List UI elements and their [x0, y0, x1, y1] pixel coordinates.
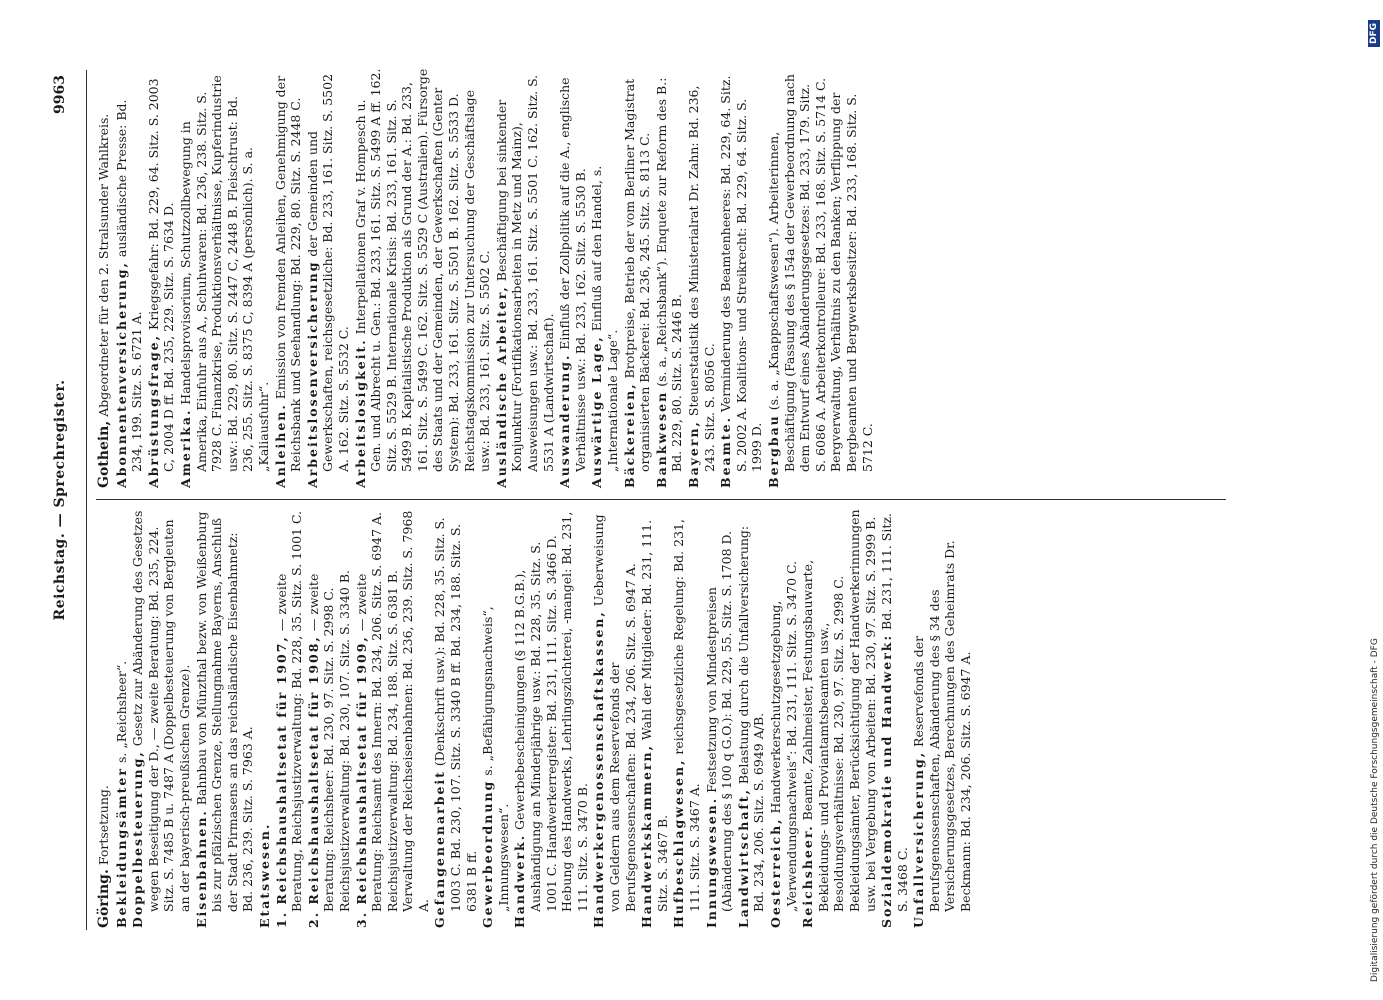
entry-text: — zweite Beratung: Reichsheer: Bd. 230, 97. Sitz. S. 2998 C. Reichsjustizverwaltung: Bd. 230, 107. Sitz. S. 3340 B.	[305, 570, 352, 912]
entry-term: Auswärtige Lage,	[589, 335, 605, 488]
entry-term: Etatswesen.	[256, 822, 272, 928]
entry-text: Emission von fremden Anleihen, Genehmigung der Reichsbank und Seehandlung: Bd. 229, 80. Sitz. S. 2448 C.	[272, 75, 304, 472]
entry-term: Handwerkskammern,	[639, 744, 655, 928]
entry-term: Gewerbeordnung	[480, 779, 496, 928]
right-entries	[114, 68, 876, 488]
register-entry	[704, 508, 735, 928]
entry-term: Bäckereien,	[621, 382, 637, 488]
entry-text: Bahnbau von Münzthal bezw. von Weißenburg bis zur pfälzischen Grenze, Stellungnahme Bayerns, Anschluß der Stadt Pirmasens an das reichsländische Eisenbahnnetz: Bd. 236, 239. Sitz. S. 7963 A.	[193, 511, 256, 912]
digitization-credit	[1370, 12, 1380, 982]
entry-term: 3. Reichshaushaltsetat für 1909,	[353, 635, 369, 928]
register-entry	[671, 508, 702, 928]
register-entry	[178, 68, 272, 488]
entry-term: Beamte.	[718, 416, 734, 488]
credit-text: Digitalisierung gefördert durch die Deutsche Forschungsgemeinschaft - DFG	[1370, 638, 1380, 982]
entry-text: Kriegsgefahr: Bd. 229, 64. Sitz. S. 2003 C, 2004 D ff. Bd. 235, 229. Sitz. S. 7634 D.	[145, 78, 177, 472]
page-number: 9963	[52, 75, 68, 114]
speaker-name: Göring.	[96, 869, 112, 928]
register-entry	[353, 68, 493, 488]
page-title: Reichstag. — Sprechregister.	[52, 379, 68, 621]
entry-term: Abonnentenversicherung,	[113, 261, 129, 488]
entry-term: Doppelbesteuerung,	[130, 750, 146, 928]
entry-term: Bekleidungsämter	[113, 767, 129, 928]
entry-text: (s. a. „Reichsbank“). Enquete zur Reform des B.: Bd. 229, 80. Sitz. S. 2446 B.	[653, 77, 685, 472]
register-entry	[432, 508, 479, 928]
entry-text: Gesetz zur Abänderung des Gesetzes wegen Beseitigung der D., — zweite Beratung: Bd. 235, 224. Sitz. S. 7485 B u. 7487 A (Doppelbesteuerung von Bergleuten an der bayerisch-preußischen Grenze).	[130, 510, 192, 912]
entry-term: Bergbau	[765, 414, 781, 488]
register-entry	[114, 508, 130, 928]
register-entry	[557, 68, 588, 488]
entry-term: Arbeitslosenversicherung	[304, 260, 320, 488]
right-column	[96, 68, 876, 488]
entry-term: Handwerkergenossenschaftskassen,	[591, 610, 607, 928]
speaker-heading	[96, 508, 113, 928]
entry-text: s. „Reichsheer“.	[113, 660, 129, 764]
entry-text: Festsetzung von Mindestpreisen (Abänderung des § 100 q G.O.): Bd. 229, 55. Sitz. S. 1708 D.	[703, 530, 735, 912]
entry-term: Eisenbahnen.	[193, 809, 209, 928]
speaker-heading	[96, 68, 113, 488]
entry-term: Abrüstungsfrage,	[145, 334, 161, 488]
register-entry	[589, 68, 620, 488]
register-entry	[800, 508, 878, 928]
register-entry	[736, 508, 767, 928]
register-entry	[768, 508, 799, 928]
entry-term: Ausländische Arbeiter,	[493, 285, 509, 488]
register-entry	[639, 508, 670, 928]
entry-term: Arbeitslosigkeit.	[352, 338, 368, 488]
entry-text: Reservefonds der Berufsgenossenschaften, Abänderung des § 34 des Versicherungsgesetzes, Berechnungen des Geheimrats Dr. Beckmann: Bd. 234, 206. Sitz. S. 6947 A.	[911, 540, 974, 912]
page-header	[52, 0, 78, 1000]
entry-text: (Denkschrift usw.): Bd. 228, 35. Sitz. S. 1003 C. Bd. 230, 107. Sitz. S. 3340 B ff. Bd. 234, 188. Sitz. S. 6381 B ff.	[432, 517, 479, 912]
register-entry	[686, 68, 717, 488]
entry-text: Interpellationen Graf v. Hompesch u. Gen. und Albrecht u. Gen.: Bd. 233, 161. Sitz. S. 5499 A ff. 162. Sitz. S. 5529 B. Internationale Krisis: Bd. 233, 161. Sitz. S. 5499 B. Kapitalistische Produktion als Grund der A.: Bd. 233, 161. Sitz. S. 5499 C. 162. Sitz. S. 5529 C (Australien). Fürsorge des Staats und der Gemeinden, der Gewerkschaften (Genter System): Bd. 233, 161. Sitz. S. 5501 B. 162. Sitz. S. 5533 D. Reichstagskommission zur Untersuchung der Geschäftslage usw.: Bd. 233, 161. Sitz. S. 5502 C.	[352, 68, 493, 472]
register-entry	[305, 68, 352, 488]
entry-term: Amerika.	[177, 408, 193, 488]
entry-term: 1. Reichshaushaltsetat für 1907,	[273, 635, 289, 928]
entry-text: Ueberweisung von Geldern aus dem Reservefonds der Berufsgenossenschaften: Bd. 234, 206. Sitz. S. 6947 A.	[591, 514, 638, 912]
entry-term: Gefangenenarbeit	[432, 770, 448, 928]
entry-term: Hufbeschlagwesen,	[671, 758, 687, 928]
entry-term: Innungswesen.	[703, 796, 719, 928]
register-entry	[654, 68, 685, 488]
entry-term: Oesterreich,	[767, 817, 783, 928]
entry-text: Einfluß auf den Handel, s. „Internationale Lage“.	[589, 165, 620, 472]
entry-text: der Gemeinden und Gewerkschaften, reichsgesetzliche: Bd. 233, 161. Sitz. S. 5502 A. 162. Sitz. S. 5532 C.	[304, 73, 351, 472]
register-entry	[480, 508, 511, 928]
entry-text: — zweite Beratung, Reichsjustizverwaltung: Bd. 228, 35. Sitz. S. 1001 C.	[273, 510, 305, 912]
register-entry	[718, 68, 765, 488]
register-entry	[879, 508, 910, 928]
entry-text: Handwerkerschutzgesetzgebung, „Verwendungsnachweis“: Bd. 231, 111. Sitz. S. 3470 C.	[767, 560, 799, 912]
entry-text: Belastung durch die Unfallversicherung: Bd. 234, 206. Sitz. S. 6949 A/B.	[735, 525, 767, 912]
entry-term: Handwerk.	[512, 833, 528, 928]
dfg-logo: DFG	[1368, 20, 1380, 47]
entry-text: Steuerstatistik des Ministerialrat Dr. Zahn: Bd. 236, 243. Sitz. S. 8056 C.	[685, 85, 717, 472]
entry-term: Sozialdemokratie und Handwerk:	[879, 633, 895, 928]
register-entry	[114, 68, 145, 488]
register-entry	[591, 508, 638, 928]
entry-text: Gewerbebescheinigungen (§ 112 B.G.B.), Aushändigung an Minderjährige usw.: Bd. 228, 35. Sitz. S. 1001 C. Handwerkerregister: Bd. 231, 111. Sitz. S. 3466 D. Hebung des Handwerks, Lehrlingszüchterei, -mangel: Bd. 231, 111. Sitz. S. 3470 B.	[512, 511, 590, 912]
entry-text: reichsgesetzliche Regelung: Bd. 231, 111. Sitz. S. 3467 A.	[671, 519, 702, 912]
left-entries	[114, 508, 974, 928]
entry-term: Unfallversicherung,	[911, 750, 927, 928]
register-entry	[766, 68, 875, 488]
register-entry	[130, 508, 192, 928]
entry-text: Bd. 231, 111. Sitz. S. 3468 C.	[879, 513, 910, 912]
register-entry	[622, 68, 653, 488]
speaker-intro: Abgeordneter für den 2. Stralsunder Wahlkreis.	[96, 113, 111, 417]
entry-text: — zweite Beratung: Reichsamt des Innern: Bd. 234, 206. Sitz. S. 6947 A. Reichsjustizverwaltung: Bd. 234, 188. Sitz. S. 6381 B. Verwaltung der Reichseisenbahnen: Bd. 236, 239. Sitz. S. 7968 A.	[353, 510, 431, 912]
register-entry	[274, 508, 305, 928]
entry-term: 2. Reichshaushaltsetat für 1908,	[305, 635, 321, 928]
entry-term: Auswanderung.	[557, 353, 573, 488]
entry-text: Einfluß der Zollpolitik auf die A., englische Verhältnisse usw.: Bd. 233, 162. Sitz. S. 5530 B.	[557, 77, 588, 472]
speaker-name: Gothein,	[96, 420, 112, 488]
entry-text: Beamte, Zahlmeister, Festungsbauwarte, Bekleidungs- und Proviantamtsbeamten usw., Besoldungsverhältnisse: Bd. 230, 97. Sitz. S. 2998 C. Bekleidungsämter, Berücksichtigung der Handwerkerinnungen usw. bei Vergebung von Arbeiten: Bd. 230, 97. Sitz. S. 2999 B.	[800, 509, 878, 912]
entry-text: Wahl der Mitglieder: Bd. 231, 111. Sitz. S. 3467 B.	[639, 519, 670, 912]
register-entry	[512, 508, 590, 928]
register-entry	[273, 68, 304, 488]
register-entry	[306, 508, 353, 928]
entry-term: Bayern,	[685, 420, 701, 488]
entry-term: Anleihen.	[272, 403, 288, 488]
register-entry	[146, 68, 177, 488]
left-column	[96, 508, 975, 928]
register-entry	[911, 508, 973, 928]
entry-term: Bankwesen	[653, 390, 669, 488]
register-entry	[194, 508, 256, 928]
entry-text: Beschäftigung bei sinkender Konjunktur (Fortifikationsarbeiten in Metz und Mainz), Ausweisungen usw.: Bd. 233, 161. Sitz. S. 5501 C. 162. Sitz. S. 5531 A (Landwirtschaft).	[493, 74, 556, 472]
entry-text: Brotpreise, Betrieb der vom Berliner Magistrat organisierten Bäckerei: Bd. 236, 245. Sitz. S. 8113 C.	[621, 78, 653, 472]
header-rule	[86, 70, 87, 930]
continuation-note: Fortsetzung.	[96, 785, 111, 866]
register-entry	[494, 68, 556, 488]
entry-text: Verminderung des Beamtenheeres: Bd. 229, 64. Sitz. S. 2002 A. Koalitions- und Streikrecht: Bd. 229, 64. Sitz. S. 1999 D.	[718, 75, 765, 472]
entry-text: (s. a. „Knappschaftswesen“). Arbeiterinnen, Beschäftigung (Fassung des § 154a der Gewerbeordnung nach dem Entwurf eines Abänderungsgesetzes: Bd. 233, 179. Sitz. S. 6086 A. Arbeiterkontrolleure: Bd. 233, 168. Sitz. S. 5714 C. Bergverwaltung, Verhältnis zu den Banken; Verflippung der Bergbeamten und Bergwerksbesitzer: Bd. 233, 168. Sitz. S. 5712 C.	[765, 74, 875, 472]
column-divider	[96, 499, 1226, 500]
entry-term: Reichsheer.	[800, 824, 816, 928]
entry-text: ausländische Presse: Bd. 234, 199. Sitz. S. 6721 A.	[113, 99, 145, 472]
register-entry	[354, 508, 432, 928]
entry-text: s. „Befähigungsnachweis“, „Innungswesen“.	[480, 606, 511, 912]
entry-term: Landwirtschaft,	[735, 788, 751, 928]
register-entry	[257, 508, 273, 928]
entry-text: Handelsprovisorium, Schutzzollbewegung in Amerika, Einfuhr aus A., Schuhwaren: Bd. 236, 238. Sitz. S. 7928 C. Finanzkrise, Produktionsverhältnisse, Kupferindustrie usw.: Bd. 229, 80. Sitz. S. 2447 C, 2448 B. Fleischtrust: Bd. 236, 255. Sitz. S. 8375 C, 8394 A (persönlich). S. a. „Kaliausfuhr“.	[177, 75, 271, 472]
